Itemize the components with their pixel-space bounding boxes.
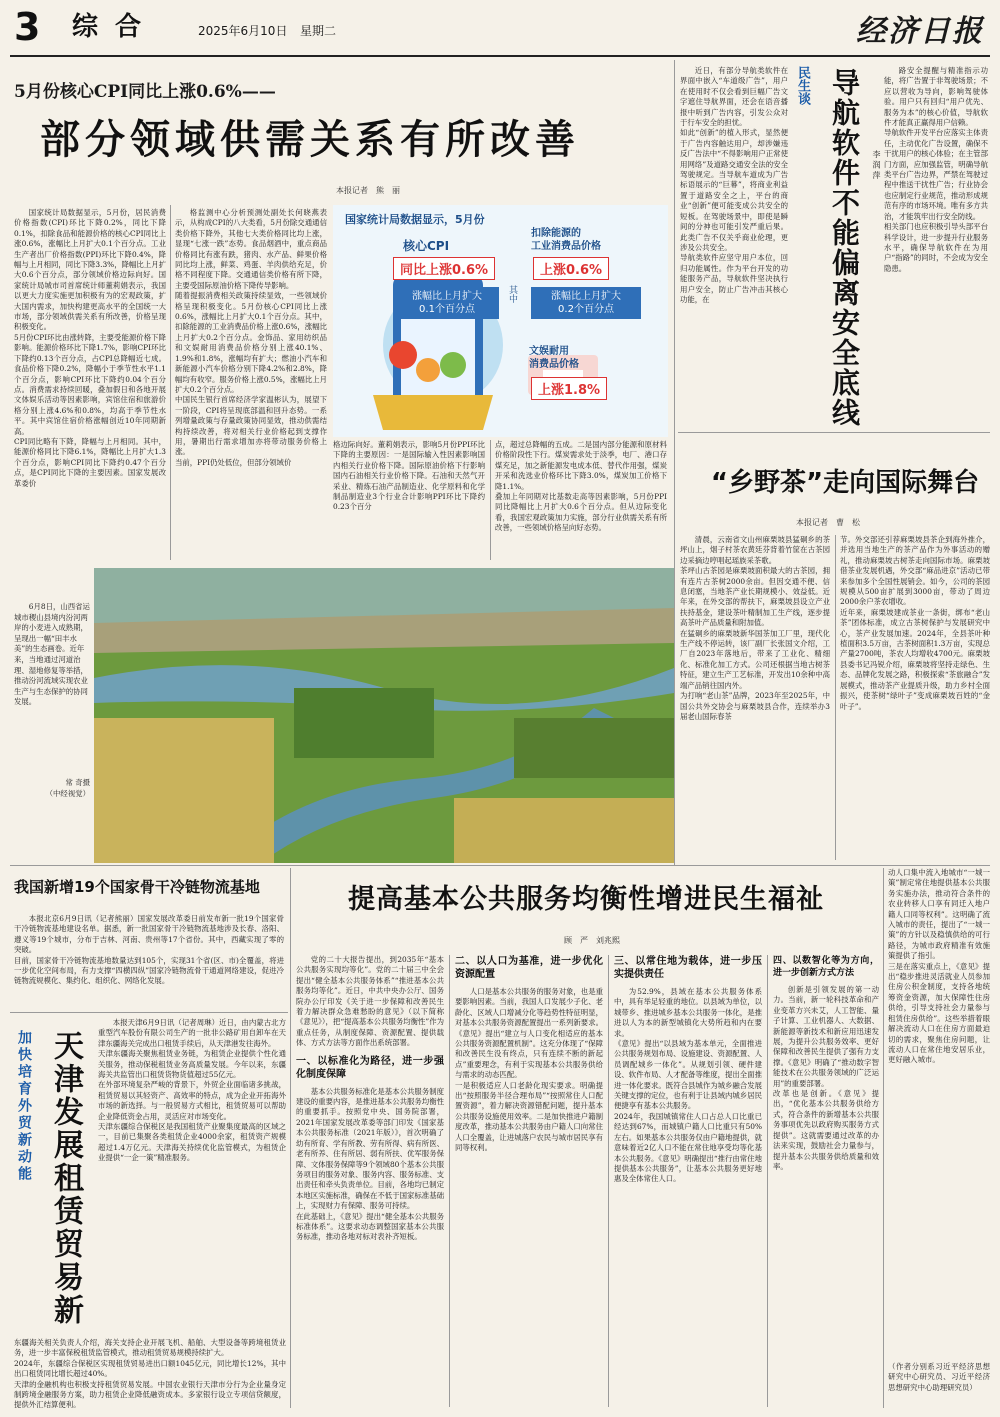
services-headline: 提高基本公共服务均衡性增进民生福祉 <box>348 884 824 915</box>
tianjin-body-col2: 东疆海关相关负责人介绍，海关支持企业开展飞机、船舶、大型设备等跨境租赁业务，进一步丰富保税租赁监管模式，推动租赁贸易规模持续扩大。 2024年，东疆综合保税区实现租赁贸易进出口额1045亿元，同比增长12%，其中出口租赁同比增长超过40%。 天津的金融机构也积极支持租赁贸易发展。中国农业银行天津市分行为企业量身定制跨境金融服务方案，助力租赁企业降低融资成本。多家银行设立专项信贷额度，提供外汇结算便利。 <box>14 1338 286 1410</box>
nav-author: 李 润 萍 <box>872 150 881 180</box>
tea-body-col1: 清晨，云南省文山州麻栗坡县猛硐乡的茶坪山上，烟子村茶农黄廷芬背着竹筐在古茶园边采摘边哼唱起瑶族采茶歌。 茶坪山古茶园是麻栗坡面积最大的古茶园，拥有连片古茶树2000余亩。但因交通不便、信息闭塞，当地茶产业长期规模小、效益低。近年来，在外交部的帮扶下，麻栗坡县设立产业扶持基金，建设茶叶精制加工生产线，逐步提高茶叶产品质量和附加值。 在猛硐乡的麻栗坡新华国茶加工厂里，现代化生产线不停运转，该厂副厂长张国文介绍，工厂自2023年落地后，带来了工业化、精细化、标准化加工方式。公司还根据当地古树茶特征，建立生产工艺标准，开发出10余种中高端产品销往国内外。 为打响“老山茶”品牌，2023年至2025年，中国公共外交协会与麻栗坡县合作，连续举办3届老山国际春茶 <box>680 535 830 721</box>
services-body-col2: 二、以人口为基准，进一步优化资源配置 人口是基本公共服务的服务对象，也是重要影响因素。当前，我国人口发展少子化、老龄化、区域人口增减分化等趋势性特征明显，对基本公共服务资源配置提出一系列新要求。《意见》提出“建立与人口变化相适应的基本公共服务资源配置机制”。这充分体现了“保障和改善民生没有终点，只有连续不断的新起点”重要理念，有利于实现基本公共服务供给与需求的动态匹配。 一是积极适应人口老龄化现实要求。明确提出“按照服务半径合理布局”“按照常住人口配置资源”，着力解决资源错配问题，提升基本公共服务设施使用效率。二是加快推进户籍制度改革，推动基本公共服务由户籍人口向常住人口全覆盖，让进城落户农民与城市居民享有同等权利。 <box>455 956 603 1153</box>
services-body-col1: 党的二十大报告提出，到2035年“基本公共服务实现均等化”。党的二十届三中全会提出“健全基本公共服务体系”“推进基本公共服务均等化”。近日，中共中央办公厅、国务院办公厅印发《关于进一步保障和改善民生 着力解决群众急难愁盼的意见》（以下简称《意见》），把“提高基本公共服务均衡性”作为重点任务，从制度保障、资源配置、提供载体、方式方法等方面作出系统部署。 一、以标准化为路径，进一步强化制度保障 基本公共服务标准化是基本公共服务制度建设的重要内容，是推进基本公共服务均衡性的重要抓手。按照党中央、国务院部署，2021年国家发展改革委等部门印发《国家基本公共服务标准（2021年版）》，首次明确了幼有所育、学有所教、劳有所得、病有所医、老有所养、住有所居、弱有所扶、优军服务保障、文体服务保障等9个领域80个基本公共服务项目的服务对象、服务内容、服务标准、支出责任和牵头负责单位。目前，各地均已制定本地区实施标准，确保在不低于国家标准基础上，实现财力有保障、服务可持续。 在此基础上，《意见》提出“健全基本公共服务标准体系”。这要求动态调整国家基本公共服务标准，推动各地对标对表补齐短板。 <box>296 955 444 1242</box>
tea-body-col2: 节。外交部还引荐麻栗坡县茶企到海外推介，并选用当地生产的茶产品作为外事活动的赠礼，推动麻栗坡古树茶走向国际市场。麻栗坡借茶业发展机遇，外交部“麻品进京”活动已带来参加多个全国性展销会。如今，公司的茶园规模从500亩扩展到3000亩，带动了周边2000余户茶农增收。 近年来，麻栗坡建成茶业一条街，绑布“老山茶”团体标准，成立古茶树保护与发展研究中心，茶产业发展加速。2024年，全县茶叶种植面积3.5万亩，古茶树面积1.3万亩，实现总产量2700吨，茶农人均增收4700元。麻栗坡县委书记冯锐介绍，麻栗坡将坚持走绿色、生态、品牌化发展之路，积极探索“茶旅融合”发展模式，推动茶产业提质升级，助力乡村全面振兴，使茶树“绿叶子”变成麻栗坡百姓的“金叶子”。 <box>840 535 990 711</box>
services-body-col4: 四、以数智化等为方向，进一步创新方式方法 创新是引领发展的第一动力。当前，新一轮科技革命和产业变革方兴未艾，人工智能、量子计算、工业机器人、大数据、新能源等新技术和新应用迅速发展，为提升公共服务效率、更好保障和改善民生提供了强有力支撑。《意见》明确了“推动数字智能技术在公共服务领域的广泛运用”的重要部署。 改革也是创新。《意见》提出，“优化基本公共服务供给方式，符合条件的新增基本公共服务事项优先以政府购买服务方式提供”。这就需要通过改革的办法来实现，鼓励社会力量参与，提升基本公共服务供给质量和效率。 <box>773 956 879 1171</box>
masthead <box>0 0 1000 58</box>
cpi-body-col4: 点，超过总降幅的五成。二是国内部分能源和原材料价格阶段性下行。煤炭需求处于淡季，电厂、港口存煤充足，加之新能源发电成本低、替代作用强，煤炭开采和洗选业价格环比下降3.0%，煤炭加工价格下降1.1%。 叠加上年同期对比基数走高等因素影响，5月份PPI同比降幅比上月扩大0.6个百分点。但从边际变化看，我国宏观政策加力实施，部分行业供需关系有所改善，一些领域价格呈向好态势。 <box>495 440 667 533</box>
cold-chain-body: 本报北京6月9日讯（记者熊丽）国家发展改革委日前发布新一批19个国家骨干冷链物流基地建设名单。据悉，新一批国家骨干冷链物流基地涉及长春、洛阳、遵义等19个城市，分布于吉林、河南、贵州等17个省份。其中，西藏实现了零的突破。 目前，国家骨干冷链物流基地数量达到105个，实现31个省(区、市)全覆盖，将进一步优化空间布局，有力支撑“四横四纵”国家冷链物流骨干通道网络建设，促进冷链物流规模化、集约化、组织化、网络化发展。 <box>14 914 284 986</box>
river-photo <box>94 568 674 863</box>
tianjin-headline: 天津发展租赁贸易新 <box>48 1030 83 1327</box>
durables-label: 文娱耐用 消费品价格 <box>529 346 579 370</box>
photo-caption: 6月8日，山西省运城市稷山县境内汾河两岸的小麦进入成熟期，呈现出一幅“田丰水美”的生态画卷。近年来，当地通过河道治理、湿地修复等举措，推动汾河流域实现农业生产与生态保护的协同发展。 <box>14 602 90 707</box>
cpi-body-col3: 格边际向好。董莉娟表示，影响5月份PPI环比下降的主要原因：一是国际输入性因素影响国内相关行业价格下降。国际原油价格下行影响国内石油相关行业价格下降。石油和天然气开采业、精炼石油产品制造业、化学原料和化学制品制造业3个行业合计影响PPI环比下降约0.23个百分 <box>333 440 485 512</box>
issue-weekday: 星期二 <box>300 24 337 38</box>
services-body-col5: 动人口集中流入地城市“一城一策”制定常住地提供基本公共服务实施办法，推动符合条件的农业转移人口享有同迁入地户籍人口同等权利”。这明确了流入城市的责任，提出了“一城一策”的方针以及稳慎供给的可行路径，为城市政府精准有效施策提供了指引。 三是在落实重点上，《意见》提出“稳步推进灵活就业人员参加住房公积金制度，支持各地统筹资金资源，加大保障性住房供给，引导支持社会力量参与租赁住房供给”。这些举措着眼解决流动人口在住房方面最迫切的需求，聚焦住房问题，让流动人口在常住地安居乐业，更好融入城市。 <box>888 868 990 1065</box>
services-section2-title: 二、以人口为基准，进一步优化资源配置 <box>455 956 603 980</box>
nav-column-tag: 民生谈 <box>795 66 810 105</box>
cpi-body-col1: 国家统计局数据显示，5月份，居民消费价格指数(CPI)环比下降0.2%，同比下降0.1%，扣除食品和能源价格的核心CPI同比上涨0.6%，涨幅比上月扩大0.1个百分点。工业生产者出厂价格指数(PPI)环比下降0.4%，降幅与上月相同，同比下降3.3%，降幅比上月扩大0.6个百分点，部分领域价格边际向好。国家统计局城市司首席统计师董莉娟表示，我国以更大力度实施更加积极有为的宏观政策，扩大国内需求，加快构建更高水平的全国统一大市场，部分领域供需关系有所改善，价格呈现积极变化。 5月份CPI环比由涨转降，主要受能源价格下降影响。能源价格环比下降1.7%，影响CPI环比下降约0.13个百分点，占CPI总降幅近七成。食品价格下降0.2%，降幅小于季节性水平1.1个百分点，影响CPI环比下降约0.04个百分点。消费需求持续回暖，叠加假日和各地开展文体娱乐活动等因素影响，宾馆住宿和旅游价格分别上涨4.6%和0.8%，均高于季节性水平。其中宾馆住宿价格涨幅创近10年同期新高。 CPI同比略有下降，降幅与上月相同。其中，能源价格同比下降6.1%，降幅比上月扩大1.3个百分点，影响CPI同比下降约0.47个百分点，是CPI同比下降的主要因素。国家发展改革委价 <box>14 208 166 488</box>
services-author-note: （作者分别系习近平经济思想研究中心研究员、习近平经济思想研究中心助理研究员） <box>888 1362 990 1392</box>
core-cpi-label: 核心CPI <box>403 239 450 253</box>
nav-headline: 导航软件不能偏离安全底线 <box>828 68 861 428</box>
newspaper-logo: 经济日报 <box>856 14 984 49</box>
industrial-box: 涨幅比上月扩大 0.2个百分点 <box>531 287 641 319</box>
page-number: 3 <box>14 5 41 49</box>
services-body-col3: 三、以常住地为载体，进一步压实提供责任 为52.9%，县域在基本公共服务体系中，具有举足轻重的地位。以县域为单位，以城带乡、推进城乡基本公共服务一体化，是推进以人为本的新型城镇化大势所趋和内在要求。 《意见》提出“以县域为基本单元，全面推进公共服务规划布局、设施建设、资源配置、人员调配城乡一体化”。从规划引领、硬件建设、软件布局、人才配备等维度，提出全面推进一体化要求。既符合县城作为城乡融合发展关键支撑的定位，也有利于让县域内城乡居民便捷享有基本公共服务。 2024年，我国城镇常住人口占总人口比重已经达到67%，而城镇户籍人口比重只有50%左右。如果基本公共服务仅由户籍地提供，就意味着近2亿人口不能在常住地享受均等化基本公共服务。《意见》明确提出“推行由常住地提供基本公共服务”，让基本公共服务更好地惠及全体常住人口。 <box>614 956 762 1184</box>
tea-headline: “乡野茶”走向国际舞台 <box>710 468 980 498</box>
services-section3-title: 三、以常住地为载体，进一步压实提供责任 <box>614 956 762 980</box>
durables-badge: 上涨1.8% <box>531 377 607 400</box>
industrial-badge: 上涨0.6% <box>533 257 609 280</box>
cold-chain-headline: 我国新增19个国家骨干冷链物流基地 <box>14 878 260 896</box>
nav-body-col1: 近日，有部分导航类软件在界面中嵌入“车道级广告”，用户在使用时不仅会看到巨幅广告文字遮住导航界面，还会在语音播报中听到广告内容，引发公众对于行车安全的担忧。 如此“创新”的植入形式，显然便于广告内容触达用户，却涉嫌违反广告法中“不得影响用户正常使用网络”及道路交通安全法的安全驾驶规定。当导航车道成为广告标语展示的“巨幕”，将商业利益置于道路安全之上，平台的商业“创新”便可能变成公共安全的短板。在驾驶场景中，即使是瞬间的分神也可能引发严重后果。此类广告不仅关乎商业伦理，更涉及公共安全。 导航类软件应坚守用户本位，回归功能属性。作为平台开发的功能服务产品，导航软件坚决执行用户安全，防止广告冲击其核心功能，在 <box>680 66 788 304</box>
nav-body-col2: 路安全提醒与精准指示功能，将广告置于非驾驶场景；不应以营收为导向，影响驾驶体验。用户只有回归“用户优先、服务为本”的核心价值，导航软件才能真正赢得用户信赖。 导航软件开发平台应落实主体责任，主动优化广告设置，确保不干扰用户的核心体验；在主管部门方面，应加强监管，明确导航类平台广告边界，严禁在驾驶过程中推送干扰性广告；行业协会也应制定行业规范，推动形成规范有序的市场环境。唯有多方共治，才能筑牢出行安全防线。 相关部门也应积极引导头部平台科学设计，进一步提升行业服务水平，确保导航软件在为用户“指路”的同时，不会成为安全隐患。 <box>884 66 988 273</box>
cpi-body-col2: 格监测中心分析预测处副处长何晓燕表示，从构成CPI的八大类看，5月份除交通通信类价格下降外，其他七大类价格同比均上涨，显现“七涨一跌”态势。食品烟酒中，重点商品价格同比有涨有跌，猪肉、水产品、鲜果价格同比均上涨，鲜菜、鸡蛋、羊肉供给充足，价格不同程度下降。交通通信类价格有所下降，主要受国际原油价格下降传导影响。 随着提振消费相关政策持续显效，一些领域价格呈现积极变化。5月份核心CPI同比上涨0.6%，涨幅比上月扩大0.1个百分点。其中，扣除能源的工业消费品价格上涨0.6%，涨幅比上月扩大0.2个百分点。金饰品、家用纺织品和文娱耐用消费品价格分别上涨40.1%、1.9%和1.8%，涨幅均有扩大；燃油小汽车和新能源小汽车价格分别下降4.2%和2.8%，降幅均有收窄。服务价格上涨0.5%，涨幅比上月扩大0.2个百分点。 中国民生银行首席经济学家温彬认为，展望下一阶段，CPI将呈现底部温和回升态势。一系列增量政策与存量政策协同显效，推动供需结构持续改善，将对相关行业价格起到支撑作用，暑期出行需求增加亦将带动服务价格上涨。 当前，PPI仍处低位，但部分领域价 <box>175 208 327 467</box>
tianjin-side-head: 加快培育外贸新动能 <box>16 1030 32 1183</box>
infographic-art <box>333 205 668 437</box>
photo-credit: 常 奇摄 （中经视觉） <box>45 778 90 798</box>
tea-byline: 本报记者 曹 松 <box>796 518 860 527</box>
cpi-byline: 本报记者 熊 丽 <box>336 186 400 195</box>
infographic-title: 国家统计局数据显示，5月份 <box>345 213 485 226</box>
section-name: 综 合 <box>72 12 146 42</box>
core-cpi-badge: 同比上涨0.6% <box>393 257 495 280</box>
cpi-infographic <box>333 205 668 437</box>
issue-date: 2025年6月10日 <box>198 24 288 38</box>
services-byline: 顾 严 刘兆熙 <box>564 936 620 945</box>
industrial-label: 扣除能源的 工业消费品价格 <box>531 228 601 252</box>
core-cpi-box: 涨幅比上月扩大 0.1个百分点 <box>395 287 499 319</box>
cpi-kicker: 5月份核心CPI同比上涨0.6%—— <box>14 82 276 102</box>
services-section4-title: 四、以数智化等为方向，进一步创新方式方法 <box>773 956 879 978</box>
services-section1-title: 一、以标准化为路径，进一步强化制度保障 <box>296 1055 444 1080</box>
cpi-headline: 部分领域供需关系有所改善 <box>40 117 580 163</box>
tianjin-body-col1: 本报天津6月9日讯（记者周琳）近日，由内蒙古北方重型汽车股份有限公司生产的一批非公路矿用自卸车在天津东疆海关完成出口租赁手续后，从天津港发往海外。 天津东疆海关聚焦租赁业务链，为租赁企业提供个性化通关服务，推动保税租赁业务高质量发展。今年以来，东疆海关共监管出口租赁货物货值超过55亿元。 在外部环境复杂严峻的背景下，外贸企业面临诸多挑战，租赁贸易以其轻资产、高效率的特点，成为企业开拓海外市场的新选择。与一般贸易方式相比，租赁贸易可以帮助企业降低资金占用，灵活应对市场变化。 天津东疆综合保税区是我国租赁产业聚集度最高的区域之一，目前已集聚各类租赁企业4000余家，租赁资产规模超过1.4万亿元。天津海关持续优化监管模式，为租赁企业提供“一企一策”精准服务。 <box>98 1018 286 1163</box>
infographic-mid: 其中 <box>507 285 517 303</box>
